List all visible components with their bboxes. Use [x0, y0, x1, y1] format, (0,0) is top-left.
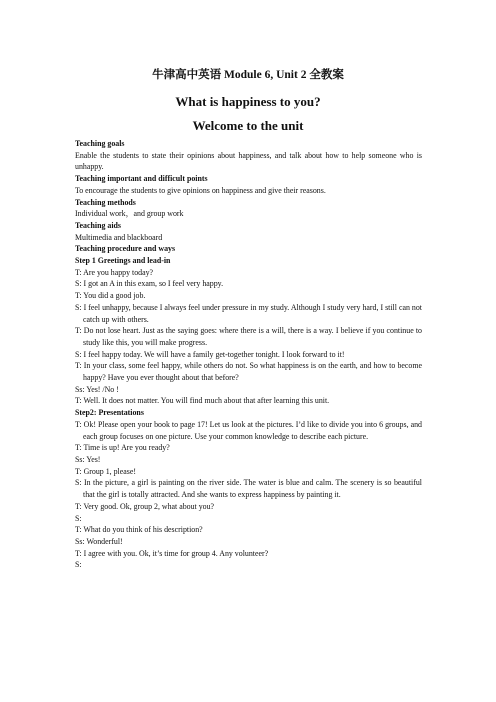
heading-important-points: Teaching important and difficult points [75, 174, 208, 184]
dialogue-line: S: I feel happy today. We will have a family get-together tonight. I look forward to it! [75, 349, 345, 359]
dialogue-line: T: Time is up! Are you ready? [75, 443, 170, 453]
dialogue-line: T: I agree with you. Ok, it’s time for group 4. Any volunteer? [75, 548, 269, 558]
dialogue-line: S: In the picture, a girl is painting on the river side. The water is blue and calm. The scenery is so beautiful that the girl is totally attracted. And she wants to express happiness by painting it. [75, 478, 422, 500]
paragraph: Multimedia and blackboard [75, 232, 163, 242]
dialogue-line: S: I feel unhappy, because I always feel under pressure in my study. Although I study very hard, I still can not catch up with others. [75, 302, 422, 324]
dialogue-line: S: [75, 513, 82, 523]
dialogue-line: T: In your class, some feel happy, while others do not. So what happiness is on the earth, and how to become happy? Have you ever thought about that before? [75, 361, 422, 383]
paragraph: Individual work，and group work [75, 209, 184, 219]
document-title: 牛津高中英语 Module 6, Unit 2 全教案 [152, 69, 344, 81]
dialogue-line: T: Well. It does not matter. You will find much about that after learning this unit. [75, 396, 330, 406]
dialogue-line: T: Group 1, please! [75, 466, 136, 476]
dialogue-line: Ss: Yes! /No ! [75, 384, 119, 394]
lesson-plan-body [75, 138, 422, 571]
heading-teaching-methods: Teaching methods [75, 197, 136, 207]
dialogue-line: S: I got an A in this exam, so I feel very happy. [75, 279, 224, 289]
dialogue-line: T: Do not lose heart. Just as the saying goes: where there is a will, there is a way. I believe if you continue to study like this, you will make progress. [75, 326, 422, 347]
dialogue-line: Ss: Wonderful! [75, 536, 123, 546]
heading-step-2: Step2: Presentations [75, 408, 144, 418]
dialogue-line: T: Very good. Ok, group 2, what about you? [75, 501, 215, 511]
dialogue-line: T: Ok! Please open your book to page 17! Let us look at the pictures. I’d like to divide you into 6 groups, and each group focuses on one picture. Use your common knowledge to describe each picture. [75, 419, 422, 441]
section-title: Welcome to the unit [192, 118, 304, 133]
dialogue-line: T: What do you think of his description? [75, 525, 203, 535]
paragraph: To encourage the students to give opinions on happiness and give their reasons. [75, 185, 326, 195]
dialogue-line: T: Are you happy today? [75, 267, 154, 277]
heading-step-1: Step 1 Greetings and lead-in [75, 256, 171, 266]
dialogue-line: Ss: Yes! [75, 454, 101, 464]
dialogue-line: T: You did a good job. [75, 291, 146, 301]
paragraph: Enable the students to state their opinions about happiness, and talk about how to help someone who is unhappy. [75, 150, 422, 172]
dialogue-line: S: [75, 560, 82, 570]
unit-title: What is happiness to you? [175, 94, 321, 109]
heading-teaching-goals: Teaching goals [75, 139, 125, 148]
heading-teaching-aids: Teaching aids [75, 220, 121, 230]
heading-procedure: Teaching procedure and ways [75, 244, 176, 254]
